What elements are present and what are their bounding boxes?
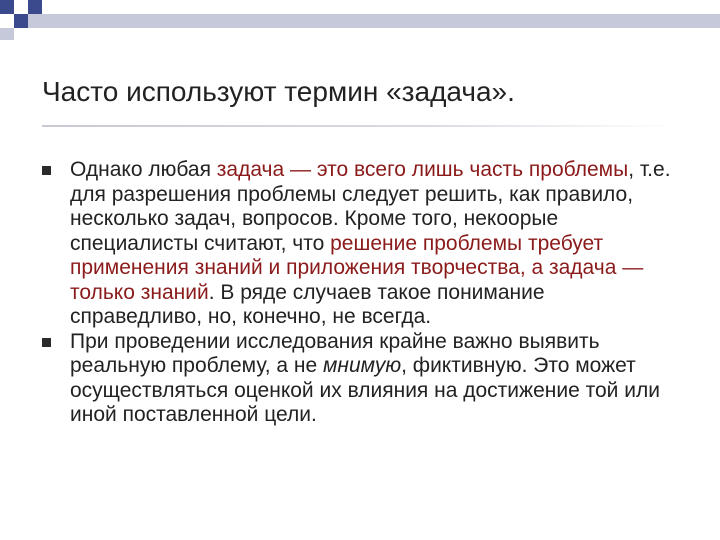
bullet-text: Однако любая <box>70 158 217 181</box>
bullet-text: , фиктивную. Это может осуществляться оценкой их влияния на достижение той или иной поставленной цели. <box>70 354 660 426</box>
title-divider <box>42 125 678 127</box>
bullet-text: . В ряде случаев такое понимание справедливо, но, конечно, не всегда. <box>70 280 545 328</box>
bullet-text: , т.е. для разрешения проблемы следует решить, как правило, несколько задач, вопросов. Кроме того, некоорые специалисты считают, что <box>70 158 671 255</box>
bullet-list <box>42 158 682 428</box>
bullet-item <box>42 158 682 330</box>
slide-title: Часто используют термин «задача». <box>42 76 515 107</box>
corner-decoration <box>0 0 720 40</box>
bullet-text: При проведении исследования крайне важно выявить реальную проблему, а не <box>70 329 600 377</box>
square-bullet-icon <box>42 338 51 347</box>
italic-text: мнимую <box>323 354 402 377</box>
highlighted-text: задача — это всего лишь часть проблемы <box>216 158 629 181</box>
bullet-item <box>42 330 682 428</box>
highlighted-text: решение проблемы требует применения знаний и приложения творчества, а задача — только знаний <box>70 231 644 304</box>
square-bullet-icon <box>42 166 51 175</box>
